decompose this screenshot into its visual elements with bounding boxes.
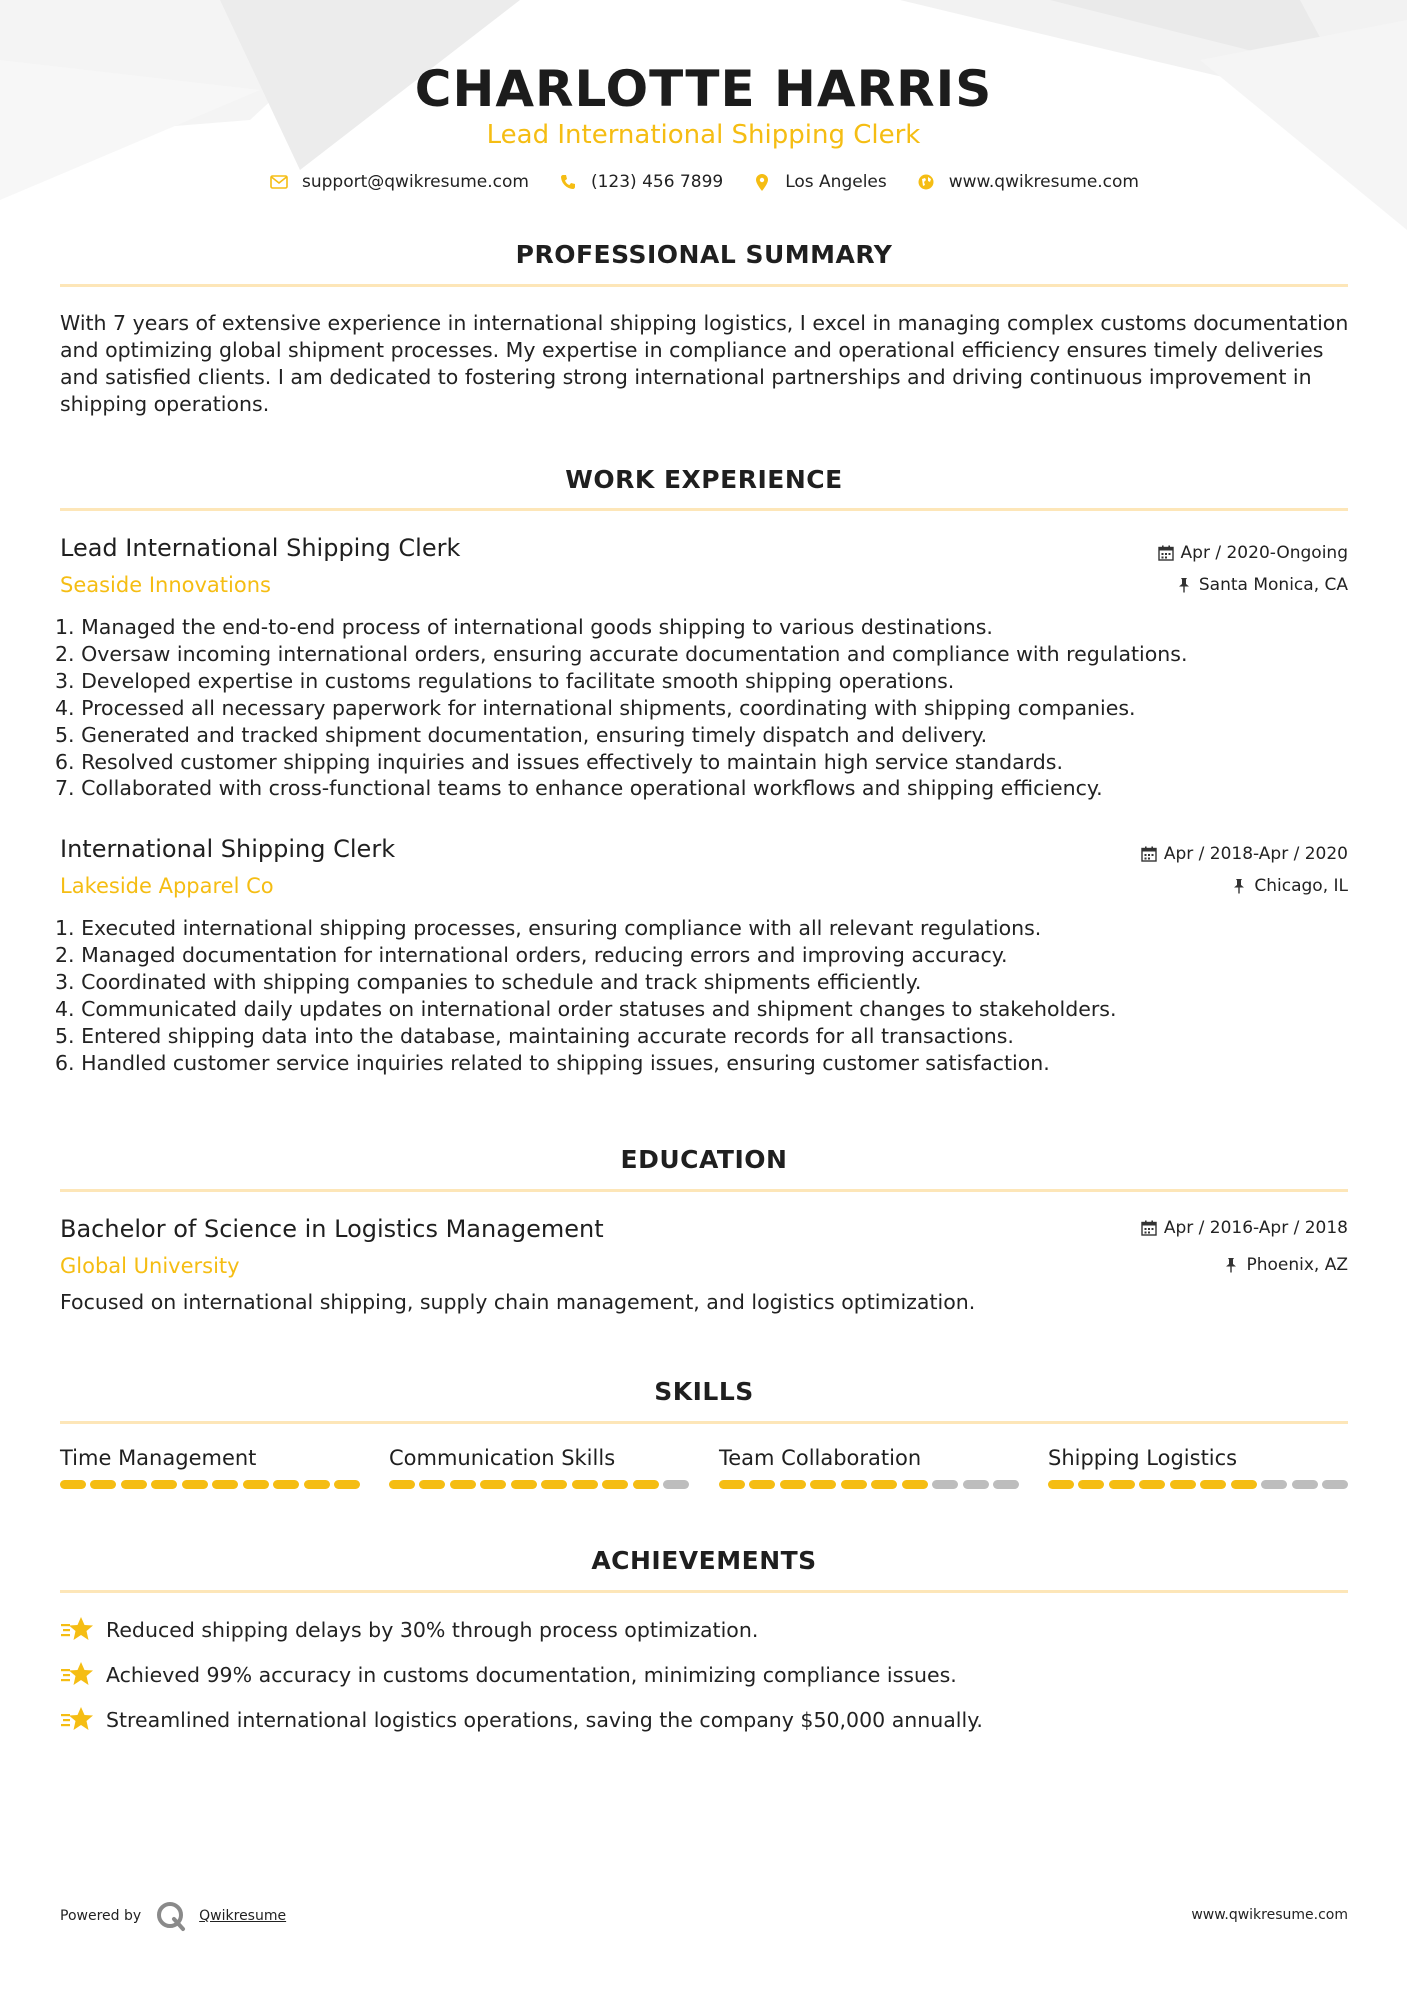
rating-dot-filled xyxy=(871,1480,897,1489)
rating-dot-filled xyxy=(151,1480,177,1489)
education-location-text: Phoenix, AZ xyxy=(1246,1255,1348,1275)
rating-dot-filled xyxy=(90,1480,116,1489)
education-degree: Bachelor of Science in Logistics Management xyxy=(60,1215,604,1243)
contact-phone[interactable] xyxy=(557,172,723,192)
rating-dot-filled xyxy=(541,1480,567,1489)
rating-dot-filled xyxy=(602,1480,628,1489)
star-icon xyxy=(60,1615,94,1645)
summary-heading: PROFESSIONAL SUMMARY xyxy=(515,240,893,269)
star-icon xyxy=(60,1660,94,1690)
rating-dot-filled xyxy=(182,1480,208,1489)
skill-name: Team Collaboration xyxy=(719,1446,922,1470)
achievement-item xyxy=(60,1615,758,1645)
skill-name: Time Management xyxy=(60,1446,257,1470)
job-company: Lakeside Apparel Co xyxy=(60,874,274,898)
candidate-name: CHARLOTTE HARRIS xyxy=(414,60,993,118)
rating-dot-empty xyxy=(1322,1480,1348,1489)
summary-divider xyxy=(60,284,1348,287)
summary-text: With 7 years of extensive experience in international shipping logistics, I excel in managing complex customs documentation and optimizing global shipment processes. My expertise in compliance and operational efficiency ensures timely deliveries and satisfied clients. I am dedicated to fostering strong international partnerships and driving continuous improvement in shipping operations. xyxy=(60,311,1349,416)
rating-dot-filled xyxy=(749,1480,775,1489)
rating-dot-empty xyxy=(663,1480,689,1489)
qwikresume-link[interactable]: Qwikresume xyxy=(199,1908,287,1924)
phone-icon xyxy=(557,172,579,192)
rating-dot-empty xyxy=(963,1480,989,1489)
experience-divider xyxy=(60,508,1348,511)
list-item: 4. Processed all necessary paperwork for international shipments, coordinating with shipping companies. xyxy=(55,695,1136,720)
list-item: 2. Managed documentation for international orders, reducing errors and improving accuracy. xyxy=(55,942,1008,967)
calendar-icon xyxy=(1157,544,1175,562)
rating-dot-filled xyxy=(450,1480,476,1489)
candidate-title: Lead International Shipping Clerk xyxy=(486,120,921,150)
skill-rating xyxy=(1048,1480,1348,1489)
rating-dot-filled xyxy=(480,1480,506,1489)
rating-dot-filled xyxy=(841,1480,867,1489)
job-title: International Shipping Clerk xyxy=(60,835,396,863)
skills-heading: SKILLS xyxy=(654,1377,754,1406)
list-item: 5. Entered shipping data into the database, maintaining accurate records for all transactions. xyxy=(55,1023,1014,1048)
skill-rating xyxy=(60,1480,360,1489)
job-bullets xyxy=(55,614,1188,802)
contact-website[interactable] xyxy=(915,172,1139,192)
contact-email[interactable] xyxy=(268,172,529,192)
powered-by-label: Powered by xyxy=(60,1908,142,1924)
rating-dot-filled xyxy=(572,1480,598,1489)
skill-item xyxy=(60,1446,360,1489)
map-pin-icon xyxy=(751,172,773,192)
rating-dot-empty xyxy=(993,1480,1019,1489)
list-item: 4. Communicated daily updates on international order statuses and shipment changes to stakeholders. xyxy=(55,996,1117,1021)
globe-icon xyxy=(915,172,937,192)
rating-dot-filled xyxy=(419,1480,445,1489)
list-item: 1. Managed the end-to-end process of international goods shipping to various destinations. xyxy=(55,615,993,639)
rating-dot-filled xyxy=(273,1480,299,1489)
rating-dot-filled xyxy=(1078,1480,1104,1489)
rating-dot-filled xyxy=(304,1480,330,1489)
education-divider xyxy=(60,1189,1348,1192)
skill-rating xyxy=(719,1480,1019,1489)
contact-email-text: support@qwikresume.com xyxy=(302,172,529,192)
job-dates-text: Apr / 2018-Apr / 2020 xyxy=(1163,844,1348,864)
rating-dot-filled xyxy=(212,1480,238,1489)
rating-dot-filled xyxy=(1170,1480,1196,1489)
rating-dot-filled xyxy=(243,1480,269,1489)
achievement-item xyxy=(60,1705,983,1735)
pushpin-icon xyxy=(1175,576,1193,594)
rating-dot-filled xyxy=(810,1480,836,1489)
job-location xyxy=(1230,876,1348,896)
education-dates xyxy=(1140,1218,1348,1238)
education-dates-text: Apr / 2016-Apr / 2018 xyxy=(1163,1218,1348,1238)
rating-dot-filled xyxy=(1139,1480,1165,1489)
job-location-text: Chicago, IL xyxy=(1254,876,1348,896)
skills-divider xyxy=(60,1421,1348,1424)
achievement-text: Achieved 99% accuracy in customs documentation, minimizing compliance issues. xyxy=(106,1663,957,1687)
list-item: 6. Handled customer service inquiries related to shipping issues, ensuring customer satisfaction. xyxy=(55,1050,1050,1075)
education-heading: EDUCATION xyxy=(620,1145,788,1174)
job-location xyxy=(1175,575,1348,595)
rating-dot-empty xyxy=(1292,1480,1318,1489)
calendar-icon xyxy=(1140,845,1158,863)
rating-dot-filled xyxy=(1048,1480,1074,1489)
contact-location-text: Los Angeles xyxy=(785,172,887,192)
contact-website-text: www.qwikresume.com xyxy=(948,172,1139,192)
skill-name: Shipping Logistics xyxy=(1048,1446,1238,1470)
rating-dot-empty xyxy=(932,1480,958,1489)
rating-dot-filled xyxy=(511,1480,537,1489)
skill-item xyxy=(389,1446,689,1489)
rating-dot-filled xyxy=(121,1480,147,1489)
achievements-heading: ACHIEVEMENTS xyxy=(591,1546,817,1575)
pushpin-icon xyxy=(1230,877,1248,895)
list-item: 5. Generated and tracked shipment documentation, ensuring timely dispatch and delivery. xyxy=(55,722,988,747)
envelope-icon xyxy=(268,172,290,192)
rating-dot-filled xyxy=(1200,1480,1226,1489)
list-item: 3. Coordinated with shipping companies to schedule and track shipments efficiently. xyxy=(55,969,922,994)
achievement-text: Streamlined international logistics operations, saving the company $50,000 annually. xyxy=(106,1708,983,1732)
job-company: Seaside Innovations xyxy=(60,573,271,597)
rating-dot-empty xyxy=(1261,1480,1287,1489)
job-title: Lead International Shipping Clerk xyxy=(60,534,461,562)
achievement-item xyxy=(60,1660,957,1690)
experience-heading: WORK EXPERIENCE xyxy=(565,465,843,494)
star-icon xyxy=(60,1705,94,1735)
rating-dot-filled xyxy=(1109,1480,1135,1489)
footer-powered-by xyxy=(60,1900,286,1932)
job-bullets xyxy=(55,915,1117,1076)
rating-dot-filled xyxy=(1231,1480,1257,1489)
rating-dot-filled xyxy=(902,1480,928,1489)
job-dates-text: Apr / 2020-Ongoing xyxy=(1180,543,1348,563)
list-item: 6. Resolved customer shipping inquiries and issues effectively to maintain high service standards. xyxy=(55,749,1063,774)
job-dates xyxy=(1157,543,1348,563)
list-item: 1. Executed international shipping processes, ensuring compliance with all relevant regulations. xyxy=(55,916,1042,940)
education-location xyxy=(1222,1255,1348,1275)
rating-dot-filled xyxy=(633,1480,659,1489)
rating-dot-filled xyxy=(389,1480,415,1489)
contact-location xyxy=(751,172,887,192)
skill-rating xyxy=(389,1480,689,1489)
list-item: 7. Collaborated with cross-functional teams to enhance operational workflows and shipping efficiency. xyxy=(55,776,1103,801)
achievements-divider xyxy=(60,1590,1348,1593)
skill-item xyxy=(1048,1446,1348,1489)
qwikresume-logo-icon xyxy=(155,1900,187,1932)
list-item: 2. Oversaw incoming international orders, ensuring accurate documentation and compliance with regulations. xyxy=(55,641,1188,666)
education-description: Focused on international shipping, supply chain management, and logistics optimization. xyxy=(60,1290,976,1314)
footer-website[interactable]: www.qwikresume.com xyxy=(1191,1907,1348,1923)
skill-name: Communication Skills xyxy=(389,1446,616,1470)
calendar-icon xyxy=(1140,1219,1158,1237)
job-dates xyxy=(1140,844,1348,864)
rating-dot-filled xyxy=(60,1480,86,1489)
achievement-text: Reduced shipping delays by 30% through process optimization. xyxy=(106,1618,759,1642)
pushpin-icon xyxy=(1222,1256,1240,1274)
skill-item xyxy=(719,1446,1019,1489)
job-location-text: Santa Monica, CA xyxy=(1198,575,1348,595)
rating-dot-filled xyxy=(780,1480,806,1489)
list-item: 3. Developed expertise in customs regulations to facilitate smooth shipping operations. xyxy=(55,668,955,693)
education-school: Global University xyxy=(60,1254,240,1278)
rating-dot-filled xyxy=(719,1480,745,1489)
contact-bar xyxy=(0,172,1407,192)
contact-phone-text: (123) 456 7899 xyxy=(590,172,724,192)
rating-dot-filled xyxy=(334,1480,360,1489)
